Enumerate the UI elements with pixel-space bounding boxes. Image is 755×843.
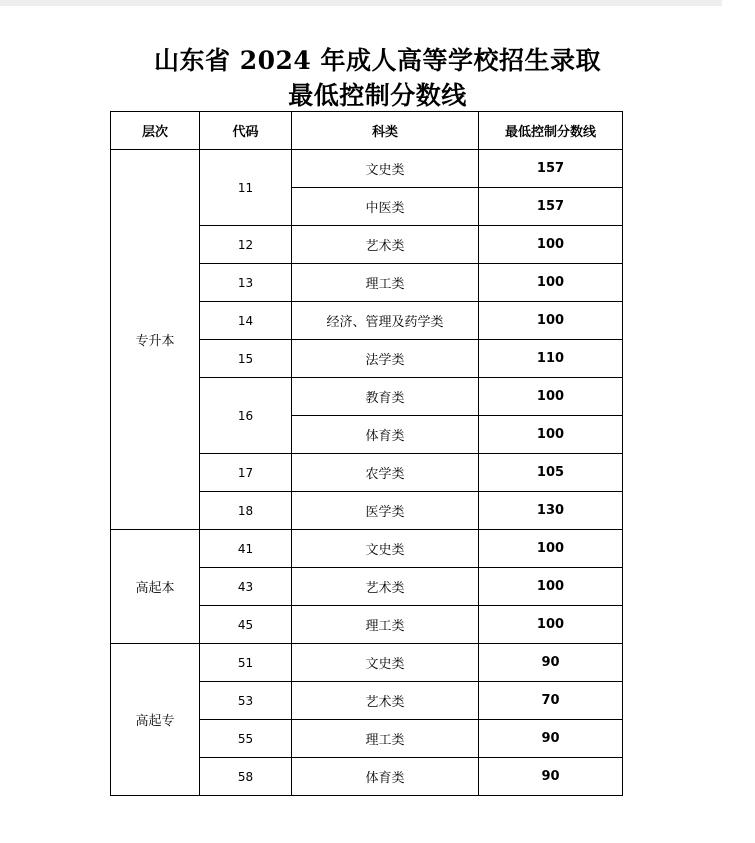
score-table — [110, 111, 623, 796]
table-row — [111, 644, 623, 682]
code-cell: 13 — [200, 264, 292, 302]
code-cell: 15 — [200, 340, 292, 378]
category-cell: 文史类 — [292, 530, 479, 568]
level-cell-gqb: 高起本 — [111, 530, 200, 644]
header-level: 层次 — [111, 112, 200, 150]
score-cell: 100 — [479, 378, 623, 416]
score-cell: 110 — [479, 340, 623, 378]
header-code: 代码 — [200, 112, 292, 150]
code-cell: 14 — [200, 302, 292, 340]
top-scroll-strip — [0, 0, 722, 6]
category-cell: 艺术类 — [292, 226, 479, 264]
category-cell: 文史类 — [292, 150, 479, 188]
category-cell: 体育类 — [292, 758, 479, 796]
category-cell: 体育类 — [292, 416, 479, 454]
score-cell: 100 — [479, 226, 623, 264]
code-cell: 41 — [200, 530, 292, 568]
table-row — [111, 530, 623, 568]
code-cell: 16 — [200, 378, 292, 454]
score-cell: 100 — [479, 568, 623, 606]
code-cell: 55 — [200, 720, 292, 758]
score-cell: 100 — [479, 606, 623, 644]
level-cell-zsb: 专升本 — [111, 150, 200, 530]
score-cell: 100 — [479, 264, 623, 302]
page-title-line-2: 最低控制分数线 — [288, 81, 467, 110]
score-cell: 130 — [479, 492, 623, 530]
code-cell: 17 — [200, 454, 292, 492]
category-cell: 艺术类 — [292, 682, 479, 720]
score-cell: 100 — [479, 416, 623, 454]
score-cell: 105 — [479, 454, 623, 492]
score-cell: 157 — [479, 150, 623, 188]
category-cell: 农学类 — [292, 454, 479, 492]
category-cell: 理工类 — [292, 264, 479, 302]
page-title-line-1: 山东省 2024 年成人高等学校招生录取 — [154, 46, 601, 75]
code-cell: 53 — [200, 682, 292, 720]
score-cell: 90 — [479, 720, 623, 758]
score-cell: 90 — [479, 644, 623, 682]
code-cell: 11 — [200, 150, 292, 226]
category-cell: 经济、管理及药学类 — [292, 302, 479, 340]
score-cell: 157 — [479, 188, 623, 226]
code-cell: 45 — [200, 606, 292, 644]
header-category: 科类 — [292, 112, 479, 150]
table-header-row — [111, 112, 623, 150]
category-cell: 医学类 — [292, 492, 479, 530]
code-cell: 51 — [200, 644, 292, 682]
score-cell: 90 — [479, 758, 623, 796]
header-score: 最低控制分数线 — [479, 112, 623, 150]
category-cell: 理工类 — [292, 606, 479, 644]
score-cell: 100 — [479, 530, 623, 568]
code-cell: 12 — [200, 226, 292, 264]
level-cell-gqz: 高起专 — [111, 644, 200, 796]
code-cell: 43 — [200, 568, 292, 606]
category-cell: 中医类 — [292, 188, 479, 226]
category-cell: 艺术类 — [292, 568, 479, 606]
score-cell: 100 — [479, 302, 623, 340]
category-cell: 文史类 — [292, 644, 479, 682]
category-cell: 法学类 — [292, 340, 479, 378]
score-cell: 70 — [479, 682, 623, 720]
table-row — [111, 150, 623, 188]
code-cell: 58 — [200, 758, 292, 796]
category-cell: 教育类 — [292, 378, 479, 416]
code-cell: 18 — [200, 492, 292, 530]
category-cell: 理工类 — [292, 720, 479, 758]
